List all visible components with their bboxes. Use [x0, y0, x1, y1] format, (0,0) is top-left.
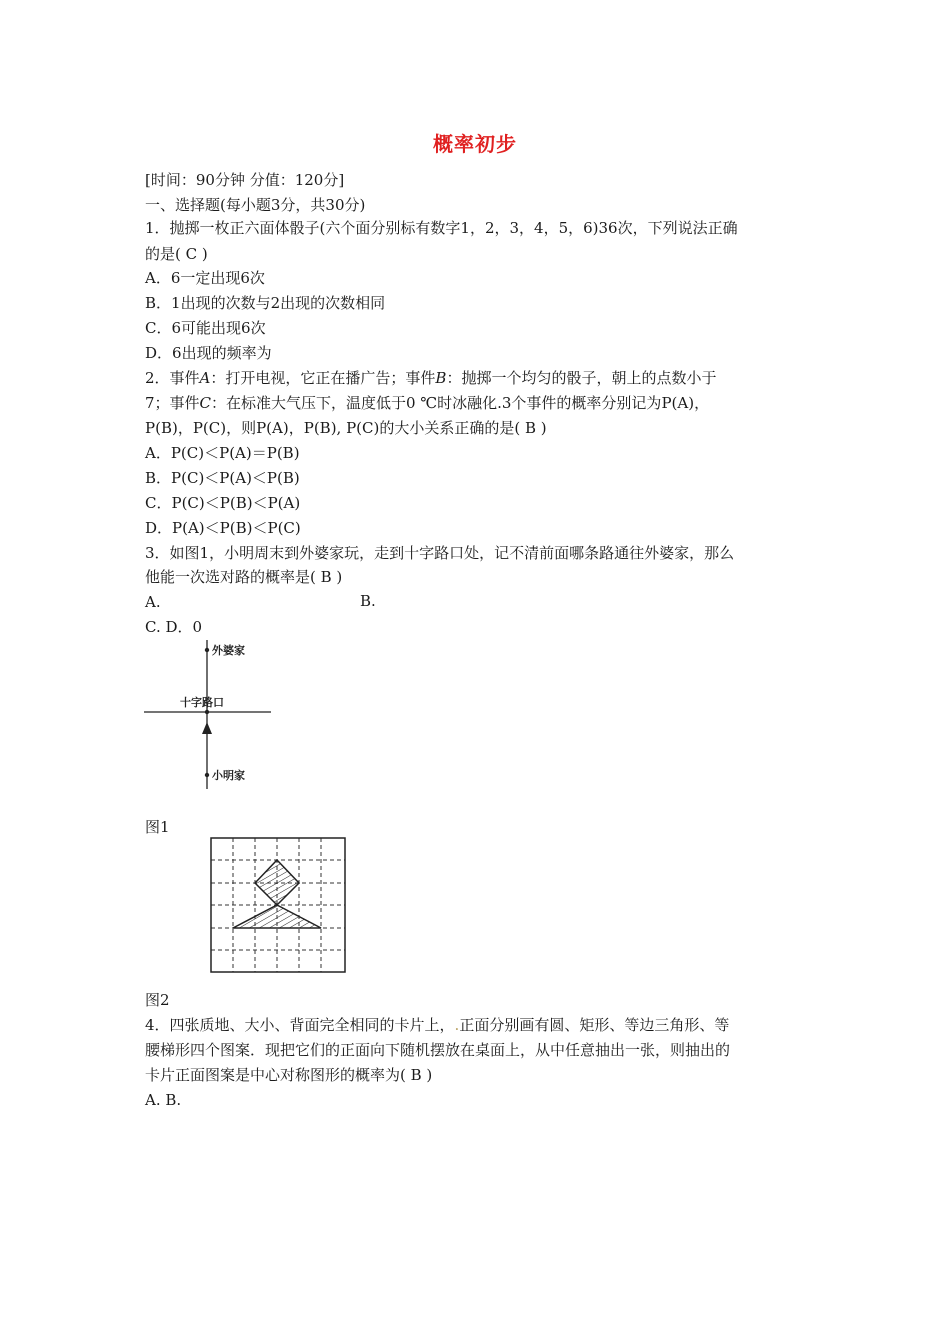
q1-option-d: D．6出现的频率为 [145, 344, 272, 362]
grandma-house-dot [205, 648, 209, 652]
q3-option-cd: C. D．0 [145, 618, 203, 636]
label-home: 小明家 [212, 769, 245, 782]
crossroad-dot [205, 710, 209, 714]
figure1-crossroad-diagram [140, 638, 280, 792]
event-b: B [435, 369, 447, 387]
event-a: A [199, 369, 211, 387]
hatched-rhombus [255, 860, 299, 905]
q4-stem-line3: 卡片正面图案是中心对称图形的概率为( B ) [145, 1066, 433, 1084]
event-c: C [199, 394, 212, 412]
home-dot [205, 773, 209, 777]
q3-stem-line2: 他能一次选对路的概率是( B ) [145, 568, 343, 586]
q1-option-b: B．1出现的次数与2出现的次数相同 [145, 294, 386, 312]
q4-options: A. B. [145, 1091, 182, 1109]
q1-stem-line1: 1．抛掷一枚正六面体骰子(六个面分别标有数字1，2，3，4，5，6)36次，下列说法正确 [145, 219, 738, 237]
time-score-info: [时间：90分钟 分值：120分] [145, 171, 345, 189]
q3-option-b: B. [360, 592, 376, 610]
q2-option-d: D．P(A)＜P(B)＜P(C) [145, 519, 301, 537]
q1-stem-line2: 的是( C ) [145, 245, 208, 263]
q4-stem-line2: 腰梯形四个图案．现把它们的正面向下随机摆放在桌面上，从中任意抽出一张，则抽出的 [145, 1041, 731, 1059]
q4-stem-line1: 4．四张质地、大小、背面完全相同的卡片上，.正面分别画有圆、矩形、等边三角形、等 [145, 1016, 730, 1034]
q1-option-a: A．6一定出现6次 [145, 269, 265, 287]
q1-option-c: C．6可能出现6次 [145, 319, 266, 337]
q3-option-a: A. [145, 593, 161, 611]
page-title: 概率初步 [433, 132, 517, 156]
q2-option-c: C．P(C)＜P(B)＜P(A) [145, 494, 301, 512]
figure1-caption: 图1 [145, 818, 170, 836]
q2-stem-line2: 7；事件C：在标准大气压下，温度低于0 ℃时冰融化.3个事件的概率分别记为P(A)， [145, 394, 710, 412]
label-grandma-house: 外婆家 [212, 644, 245, 657]
q3-stem-line1: 3．如图1，小明周末到外婆家玩，走到十字路口处，记不清前面哪条路通往外婆家，那么 [145, 544, 735, 562]
figure2-grid-diagram [205, 832, 355, 978]
q2-stem-line1: 2．事件A：打开电视，它正在播广告；事件B：抛掷一个均匀的骰子，朝上的点数小于 [145, 369, 717, 387]
hatched-triangle [233, 905, 321, 928]
q2-stem-line3: P(B)，P(C)，则P(A)，P(B), P(C)的大小关系正确的是( B ) [145, 419, 547, 437]
figure2-caption: 图2 [145, 991, 170, 1009]
label-crossroad: 十字路口 [180, 696, 224, 709]
q2-option-b: B．P(C)＜P(A)＜P(B) [145, 469, 300, 487]
arrow-up-icon [202, 722, 212, 734]
q2-option-a: A．P(C)＜P(A)＝P(B) [145, 444, 300, 462]
section-heading: 一、选择题(每小题3分，共30分) [145, 196, 366, 214]
